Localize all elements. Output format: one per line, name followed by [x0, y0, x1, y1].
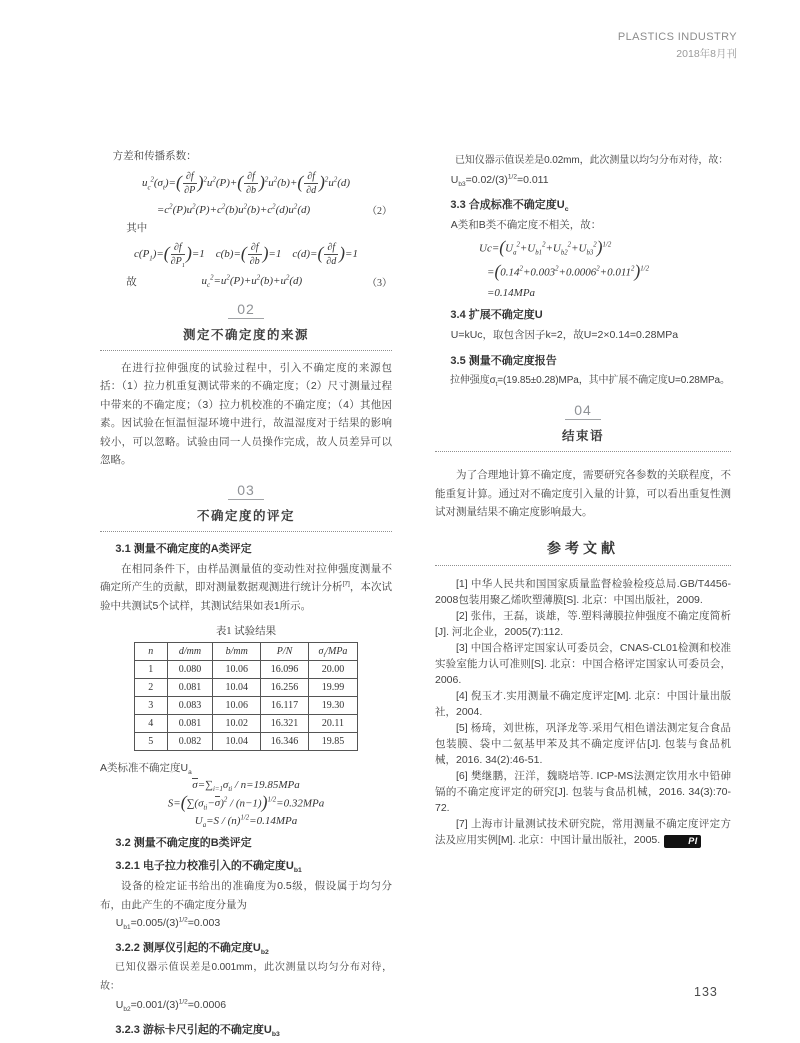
cell: 0.080: [167, 661, 213, 679]
table-header-p: P/N: [261, 643, 309, 661]
cell: 20.11: [309, 715, 358, 733]
value-ub3: $U_{b3}=0.02/(3)^{1/2}=0.011$: [450, 173, 549, 188]
table-row: [135, 661, 358, 679]
equation-2: [100, 165, 392, 217]
cell: 19.85: [309, 733, 358, 751]
paragraph-3-3: A类和B类不确定度不相关，故：: [450, 218, 602, 231]
formula-stddev: $S=(\sum(\sigma_{ti}-\sigma)^2 / (n-1))^{1/2}=0.32MPa$: [167, 791, 325, 812]
cell: 16.346: [261, 733, 309, 751]
heading-3-2-3: 3.2.3 游标卡尺引起的不确定度$U_{b3}$: [115, 1024, 280, 1039]
cell: 2: [135, 679, 168, 697]
cell: 0.081: [167, 679, 213, 697]
heading-3-2: 3.2 测量不确定度的B类评定: [115, 837, 252, 850]
end-of-article-mark: PI: [664, 835, 701, 848]
equation-3: $u_c^2=u^2(P)+u^2(b)+u^2(d)$: [201, 274, 303, 290]
cell: 3: [135, 697, 168, 715]
results-table: [134, 642, 358, 751]
table-row: [135, 697, 358, 715]
reference-item: [435, 768, 731, 816]
dotted-rule: [100, 350, 392, 351]
paragraph-3-1: 在相同条件下，由样品测量值的变动性对拉伸强度测量不确定所产生的贡献，即对测量数据观测进行统计分析[7]，本次试验中共测试5个试样，其测试结果如表1所示。: [100, 562, 392, 612]
paragraph-3-5: 拉伸强度$\sigma_t=(19.85\pm 0.28)MPa$，其中扩展不确定度U=0.28MPa。: [450, 374, 730, 388]
left-column: [100, 148, 392, 1041]
equation-2-line2-row: [100, 202, 392, 217]
reference-text: [6] 樊继鹏，汪洋，魏晓培等. ICP-MS法测定饮用水中铅砷镉的不确定度评定的研究[J]. 包装与食品机械，2016. 34(3):70-72.: [435, 769, 731, 814]
reference-text: [1] 中华人民共和国国家质量监督检验检疫总局.GB/T4456-2008包装用聚乙烯吹塑薄膜[S]. 北京：中国出版社，2009.: [435, 577, 731, 606]
table-header-n: n: [135, 643, 168, 661]
reference-text: [7] 上海市计量测试技术研究院，常用测量不确定度评定方法及应用实例[M]. 北京：中国计量出版社，2005.: [435, 817, 731, 846]
reference-item: [435, 816, 731, 848]
heading-3-2-1: 3.2.1 电子拉力校准引入的不确定度$U_{b1}$: [115, 860, 302, 875]
section-4-header: [435, 402, 731, 452]
section-2-header: [100, 301, 392, 351]
cell: 20.00: [309, 661, 358, 679]
coefficient-equation: $c(P_1)=$( $\frac{\partial f}{\partial P_1}$ )=1 c(b)=( $\frac{\partial f}{\partial b}$ )=1 c(d)=( $\frac{\partial f}{\partial d}$ )=1: [134, 242, 358, 270]
cell: 16.321: [261, 715, 309, 733]
cell: 1: [135, 661, 168, 679]
reference-item: [435, 688, 731, 720]
formula-mean: $\sigma=\sum_{i=1}\sigma_{ti} / n=19.85MPa$: [192, 779, 300, 794]
reference-item: [435, 608, 731, 640]
reference-text: [2] 张伟，王磊，谈雄，等.塑料薄膜拉伸强度不确定度简析[J]. 河北企业，2005(7):112.: [435, 609, 731, 638]
cell: 10.04: [213, 679, 261, 697]
dotted-rule: [435, 451, 731, 452]
equation-2-line2: $=c^2(P)u^2(P)+c^2(b)u^2(b)+c^2(d)u^2(d)$: [156, 203, 311, 216]
equation-2-number: （2）: [367, 206, 392, 218]
page-header: [618, 29, 737, 62]
reference-text: [5] 杨琦，刘世栋，巩泽龙等.采用气相色谱法测定复合食品包装膜、袋中二氨基甲苯及其不确定度评估[J]. 包装与食品机械，2016. 34(2):46-51.: [435, 721, 731, 766]
table-row: [135, 715, 358, 733]
variance-label: 方差和传播系数：: [112, 150, 197, 162]
reference-item: [435, 640, 731, 688]
cell: 10.06: [213, 661, 261, 679]
cell: 0.082: [167, 733, 213, 751]
cell: 16.256: [261, 679, 309, 697]
heading-3-5: 3.5 测量不确定度报告: [450, 354, 557, 367]
table-header-b: b/mm: [213, 643, 261, 661]
table-header-sigma: $\sigma_t$/MPa: [309, 643, 358, 661]
value-ub1: $U_{b1}=0.005/(3)^{1/2}=0.003$: [115, 916, 221, 932]
conclusion-paragraph: 为了合理地计算不确定度，需要研究各参数的关联程度，不能重复计算。通过对不确定度引入量的计算，可以看出重复性测试对测量结果不确定度影响最大。: [435, 469, 731, 519]
value-ub2: $U_{b2}=0.001/(3)^{1/2}=0.0006$: [115, 998, 227, 1014]
cell: 4: [135, 715, 168, 733]
paragraph-3-4: U=kUc，取包含因子k=2，故U=2×0.14=0.28MPa: [450, 329, 679, 342]
paragraph-3-2-1: 设备的检定证书给出的准确度为0.5级，假设属于均匀分布，由此产生的不确定度分量为: [100, 880, 392, 911]
cell: 16.117: [261, 697, 309, 715]
section-3-header: [100, 482, 392, 532]
formula-uc-line2: $=(0.14^2+0.003^2+0.0006^2+0.011^2)^{1/2}$: [487, 260, 649, 281]
paragraph-3-2-2: 已知仪器示值误差是0.001mm，此次测量以均匀分布对待，故：: [100, 962, 392, 992]
section-2-number: 02: [228, 301, 264, 319]
table-row: [135, 733, 358, 751]
heading-3-2-2: 3.2.2 测厚仪引起的不确定度$U_{b2}$: [115, 942, 269, 957]
table-caption: 表1 试验结果: [215, 626, 277, 637]
table-header-d: d/mm: [167, 643, 213, 661]
cell: 19.99: [309, 679, 358, 697]
section-2-paragraph: 在进行拉伸强度的试验过程中，引入不确定度的来源包括：（1）拉力机重复测试带来的不确定度；（2）尺寸测量过程中带来的不确定度；（3）拉力机校准的不确定度；（4）其他因素。因试验在恒温恒湿环境中进行，故温湿度对于结果的影响较小，可以忽略。试验由同一人员操作完成，故人员差异可以忽略。: [100, 361, 392, 466]
type-a-uncertainty-label: A类标准不确定度$U_a$: [100, 762, 192, 777]
formula-uc-line3: =0.14MPa: [487, 287, 536, 300]
heading-3-1: 3.1 测量不确定度的A类评定: [115, 542, 252, 555]
page-number: 133: [694, 985, 718, 999]
cell: 5: [135, 733, 168, 751]
heading-3-4: 3.4 扩展不确定度U: [450, 309, 543, 322]
equation-3-number: （3）: [367, 277, 392, 289]
cell: 16.096: [261, 661, 309, 679]
dotted-rule: [435, 565, 731, 566]
therefore-label: 故: [126, 275, 137, 288]
equation-3-row: [100, 274, 392, 289]
journal-name: PLASTICS INDUSTRY: [617, 31, 737, 43]
combined-uncertainty-formula: [435, 237, 731, 300]
references-title: 参考文献: [547, 539, 619, 556]
cell: 0.083: [167, 697, 213, 715]
heading-3-3: 3.3 合成标准不确定度$U_c$: [450, 198, 569, 213]
reference-item: [435, 720, 731, 768]
journal-issue: 2018年8月刊: [676, 48, 737, 61]
section-4-title: 结束语: [561, 429, 604, 444]
cell: 19.30: [309, 697, 358, 715]
equation-2-line1: $u_c^2(\sigma_t)=$( $\frac{\partial f}{\partial P}$ )$^2u^2(P)+$( $\frac{\partial f}{\partial b}$ )$^2u^2(b)+$( $\frac{\partial f}{\partial d}$ )$^2u^2(d)$: [141, 171, 351, 197]
dotted-rule: [100, 531, 392, 532]
section-3-title: 不确定度的评定: [196, 508, 295, 523]
reference-text: [3] 中国合格评定国家认可委员会，CNAS-CL01检测和校准实验室能力认可准则[S]. 北京：中国合格评定国家认可委员会，2006.: [435, 641, 731, 686]
cell: 10.06: [213, 697, 261, 715]
cell: 10.04: [213, 733, 261, 751]
formula-uc-line1: $Uc=(U_a^2+U_{b1}^2+U_{b2}^2+U_{b3}^2)^{1/2}$: [479, 237, 612, 257]
section-4-number: 04: [565, 402, 601, 420]
cell: 0.081: [167, 715, 213, 733]
references-header: [435, 538, 731, 566]
reference-text: [4] 倪玉才.实用测量不确定度评定[M]. 北京：中国计量出版社，2004.: [435, 689, 731, 718]
right-column: [435, 152, 731, 848]
among-label: 其中: [126, 222, 148, 235]
section-2-title: 测定不确定度的来源: [182, 327, 309, 342]
cell: 10.02: [213, 715, 261, 733]
reference-item: [435, 576, 731, 608]
table-header-row: [135, 643, 358, 661]
paragraph-3-2-3: 已知仪器示值误差是0.02mm，此次测量以均匀分布对待，故：: [455, 155, 729, 166]
section-3-number: 03: [228, 482, 264, 500]
table-row: [135, 679, 358, 697]
formula-ua: $U_a=S / (n)^{1/2}=0.14MPa$: [194, 814, 298, 830]
